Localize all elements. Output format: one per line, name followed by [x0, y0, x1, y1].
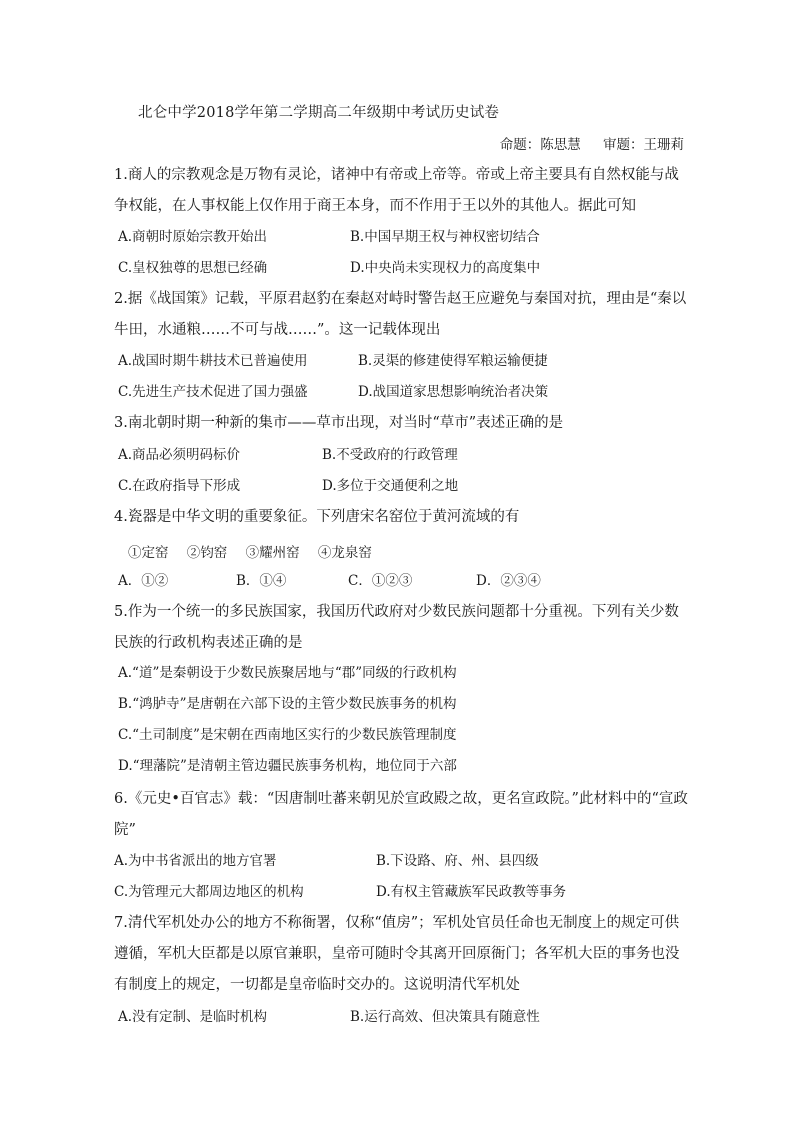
- option-a: A.“道”是秦朝设于少数民族聚居地与“郡”同级的行政机构: [118, 665, 457, 681]
- option-a: A.商朝时原始宗教开始出: [118, 229, 268, 245]
- item-3: ③耀州窑: [245, 545, 300, 561]
- option-c: C.为管理元大都周边地区的机构: [114, 884, 304, 900]
- option-d: D.中央尚未实现权力的高度集中: [350, 260, 541, 276]
- question-3-stem: 3.南北朝时期一种新的集市——草市出现，对当时“草市”表述正确的是: [114, 415, 564, 431]
- question-4-stem: 4.瓷器是中华文明的重要象征。下列唐宋名窑位于黄河流域的有: [114, 509, 520, 525]
- question-4-options: [118, 566, 688, 597]
- option-a: A.没有定制、是临时机构: [118, 1009, 268, 1025]
- item-4: ④龙泉窑: [317, 545, 372, 561]
- option-c: C．①②③: [348, 573, 413, 589]
- question-5-options: [118, 658, 688, 782]
- option-c: C.“土司制度”是宋朝在西南地区实行的少数民族管理制度: [118, 727, 457, 743]
- option-a: A.为中书省派出的地方官署: [114, 853, 277, 869]
- item-2: ②钧窑: [186, 545, 228, 561]
- question-reviewer: 审题：王珊莉: [603, 137, 684, 153]
- option-c: C.皇权独尊的思想已经确: [118, 260, 268, 276]
- item-1: ①定窑: [128, 545, 169, 561]
- question-1-stem: 1.商人的宗教观念是万物有灵论，诸神中有帝或上帝等。帝或上帝主要具有自然权能与战争权能，在人事权能上仅作用于商王本身，而不作用于王以外的其他人。据此可知: [114, 167, 679, 214]
- option-b: B.运行高效、但决策具有随意性: [350, 1009, 540, 1025]
- option-b: B.中国早期王权与神权密切结合: [350, 229, 540, 245]
- option-b: B.“鸿胪寺”是唐朝在六部下设的主管少数民族事务的机构: [118, 696, 457, 712]
- option-b: B.下设路、府、州、县四级: [376, 853, 539, 869]
- option-d: D.“理藩院”是清朝主管边疆民族事务机构，地位同于六部: [118, 758, 457, 774]
- question-1-options: [118, 222, 688, 284]
- question-6-stem: 6.《元史•百官志》载：“因唐制吐蕃来朝见於宣政殿之故，更名宣政院。”此材料中的“宣政院”: [114, 791, 688, 838]
- question-4-items: [128, 538, 372, 569]
- option-a: A．①②: [118, 573, 169, 589]
- question-2-stem: 2.据《战国策》记载，平原君赵豹在秦赵对峙时警告赵王应避免与秦国对抗，理由是“秦以牛田，水通粮……不可与战……”。这一记载体现出: [114, 291, 687, 338]
- question-6-options: [114, 846, 684, 908]
- question-5-stem: 5.作为一个统一的多民族国家，我国历代政府对少数民族问题都十分重视。下列有关少数民族的行政机构表述正确的是: [114, 604, 679, 651]
- question-7-stem: 7.清代军机处办公的地方不称衙署，仅称“值房”；军机处官员任命也无制度上的规定可供遵循，军机大臣都是以原官兼职，皇帝可随时令其离开回原衙门；各军机大臣的事务也没有制度上的规定，一切都是皇帝临时交办的。这说明清代军机处: [114, 915, 680, 993]
- option-d: D．②③④: [476, 573, 541, 589]
- question-2-options: [118, 346, 688, 408]
- option-d: D.多位于交通便利之地: [322, 478, 459, 494]
- option-b: B.灵渠的修建使得军粮运输便捷: [358, 353, 548, 369]
- option-a: A.商品必须明码标价: [118, 447, 241, 463]
- question-3-options: [118, 440, 688, 502]
- exam-authors: [500, 133, 684, 153]
- exam-title: 北仑中学2018学年第二学期高二年级期中考试历史试卷: [138, 105, 500, 121]
- option-b: B．①④: [236, 573, 287, 589]
- option-d: D.战国道家思想影响统治者决策: [358, 384, 549, 400]
- option-a: A.战国时期牛耕技术已普遍使用: [118, 353, 308, 369]
- option-c: C.先进生产技术促进了国力强盛: [118, 384, 308, 400]
- option-c: C.在政府指导下形成: [118, 478, 241, 494]
- question-setter: 命题：陈思慧: [499, 137, 581, 153]
- option-d: D.有权主管藏族军民政教等事务: [376, 884, 567, 900]
- question-7-options: [118, 1002, 688, 1033]
- option-b: B.不受政府的行政管理: [322, 447, 458, 463]
